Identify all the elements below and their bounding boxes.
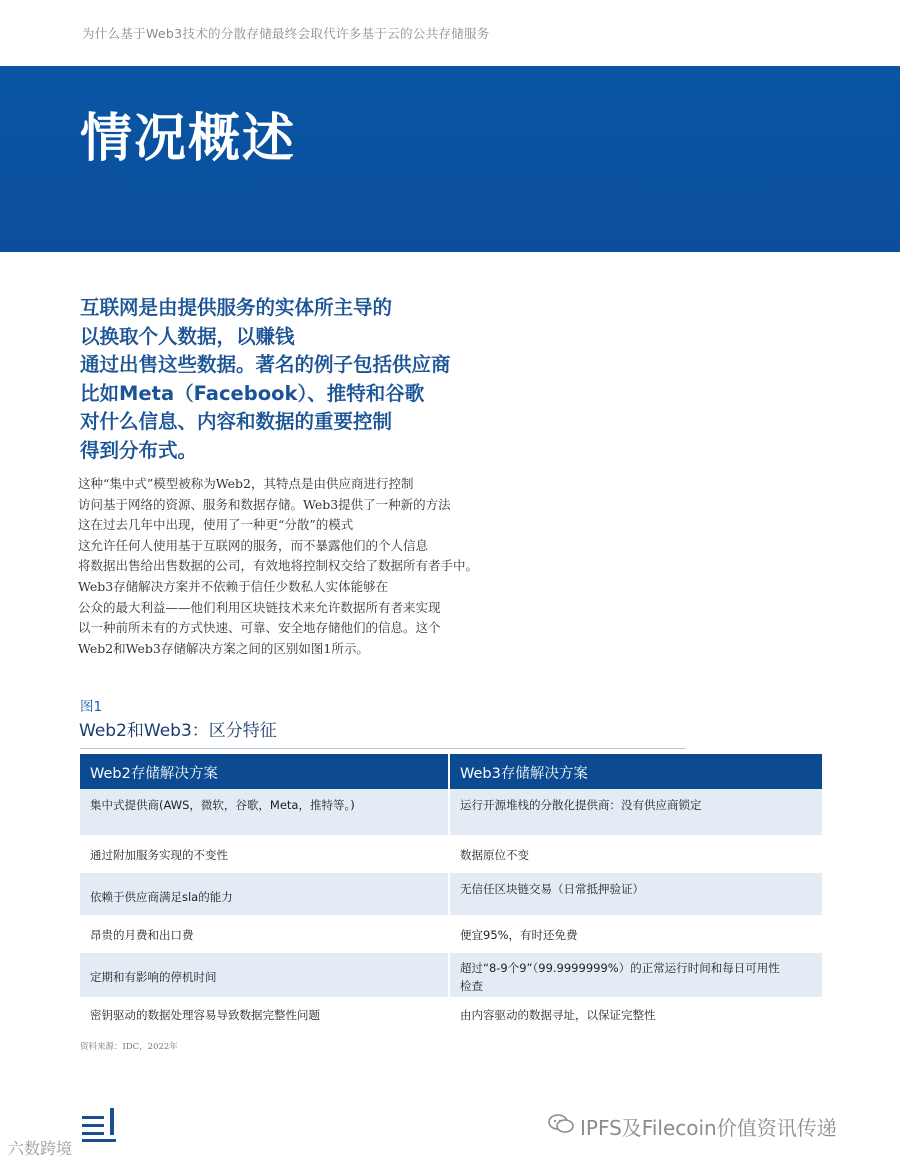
body-line: 访问基于网络的资源、服务和数据存储。Web3提供了一种新的方法 <box>78 496 451 512</box>
lead-line: 得到分布式。 <box>80 438 198 462</box>
body-line: Web2和Web3存储解决方案之间的区别如图1所示。 <box>78 640 369 656</box>
figure-source: 资料来源：IDC，2022年 <box>80 1042 178 1052</box>
table-cell: 密钥驱动的数据处理容易导致数据完整性问题 <box>80 999 450 1031</box>
publisher-logo <box>82 1108 122 1148</box>
table-row <box>80 953 822 999</box>
body-paragraph <box>78 474 798 659</box>
table-cell: 便宜95%，有时还免费 <box>460 928 578 942</box>
table-cell: 运行开源堆栈的分散化提供商：没有供应商锁定 <box>460 798 702 812</box>
table-header-row <box>80 754 822 789</box>
table-row <box>80 789 822 837</box>
lead-line: 以换取个人数据，以赚钱 <box>80 324 295 348</box>
wechat-watermark <box>548 1112 837 1141</box>
table-row <box>80 999 822 1033</box>
lead-line: 比如Meta（Facebook）、推特和谷歌 <box>80 381 425 405</box>
footer-watermark: 六数跨境 <box>8 1139 73 1158</box>
table-row <box>80 873 822 917</box>
body-line: 将数据出售给出售数据的公司，有效地将控制权交给了数据所有者手中。 <box>78 558 479 574</box>
lead-line: 对什么信息、内容和数据的重要控制 <box>80 410 393 433</box>
body-line: 这种“集中式”模型被称为Web2，其特点是由供应商进行控制 <box>78 476 414 491</box>
table-cell: 集中式提供商(AWS，微软，谷歌，Meta，推特等。) <box>80 789 450 835</box>
body-line: 这允许任何人使用基于互联网的服务，而不暴露他们的个人信息 <box>78 537 429 553</box>
table-cell: 依赖于供应商满足sla的能力 <box>80 873 450 915</box>
body-line: 以一种前所未有的方式快速、可靠、安全地存储他们的信息。这个 <box>78 620 441 636</box>
table-cell: 由内容驱动的数据寻址，以保证完整性 <box>460 1008 656 1022</box>
body-line: 公众的最大利益——他们利用区块链技术来允许数据所有者来实现 <box>78 599 441 615</box>
table-cell: 定期和有影响的停机时间 <box>80 953 450 997</box>
table-cell: 昂贵的月费和出口费 <box>80 917 450 951</box>
table-row <box>80 917 822 953</box>
table-cell: 超过“8-9个9”（99.9999999%）的正常运行时间和每日可用性检查 <box>460 961 780 993</box>
table-cell: 无信任区块链交易（日常抵押验证） <box>460 882 644 896</box>
body-line: 这在过去几年中出现，使用了一种更“分散”的模式 <box>78 517 354 533</box>
table-cell: 数据原位不变 <box>460 848 529 862</box>
lead-line: 通过出售这些数据。著名的例子包括供应商 <box>80 353 451 376</box>
comparison-table <box>80 754 822 1033</box>
section-title: 情况概述 <box>80 108 297 169</box>
body-line: Web3存储解决方案并不依赖于信任少数私人实体能够在 <box>78 578 389 594</box>
lead-line: 互联网是由提供服务的实体所主导的 <box>80 296 393 319</box>
running-header: 为什么基于Web3技术的分散存储最终会取代许多基于云的公共存储服务 <box>82 26 490 41</box>
table-row <box>80 837 822 873</box>
column-header-web3: Web3存储解决方案 <box>460 766 588 782</box>
table-cell: 通过附加服务实现的不变性 <box>80 837 450 871</box>
wechat-watermark-text: IPFS及Filecoin价值资讯传递 <box>580 1116 837 1140</box>
wechat-icon <box>548 1113 574 1140</box>
figure-title: Web2和Web3：区分特征 <box>79 721 277 741</box>
lead-paragraph <box>80 294 640 465</box>
column-header-web2: Web2存储解决方案 <box>80 754 450 789</box>
figure-label: 图1 <box>80 699 103 715</box>
figure-divider <box>80 748 686 749</box>
